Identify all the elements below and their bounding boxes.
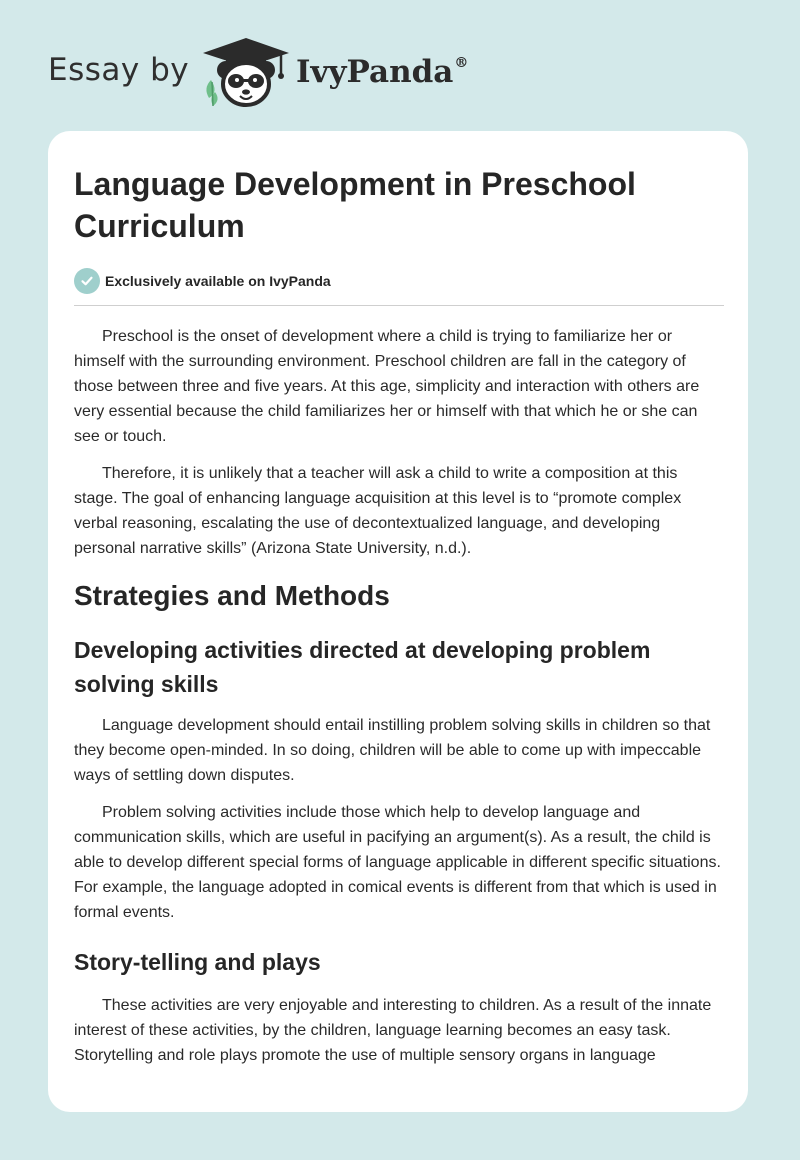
- exclusive-badge: [74, 267, 724, 295]
- panda-graduate-icon: [201, 36, 291, 108]
- exclusive-label: Exclusively available on IvyPanda: [105, 273, 331, 289]
- divider: [74, 305, 724, 306]
- subsection-heading-problem-solving: Developing activities directed at developing problem solving skills: [74, 637, 651, 697]
- intro-paragraph-2: Therefore, it is unlikely that a teacher will ask a child to write a composition at this stage. The goal of enhancing language acquisition at this level is to “promote complex verbal reasoning, escalating the use of decontextualized language, and developing personal narrative skills” (Arizona State University, n.d.).: [74, 465, 682, 557]
- essay-card: [48, 131, 748, 1112]
- site-header: [0, 0, 800, 130]
- intro-paragraph-1: Preschool is the onset of development where a child is trying to familiarize her or himself with the surrounding environment. Preschool children are fall in the category of those between three and five years. At this age, simplicity and interaction with others are very essential because the child familiarizes her or himself with that which he or she can see or touch.: [74, 328, 700, 445]
- essay-by-label: Essay by: [48, 52, 190, 88]
- brand-logo-text[interactable]: IvyPanda®: [296, 54, 469, 90]
- essay-content: [74, 163, 724, 1080]
- section-heading-strategies: Strategies and Methods: [74, 580, 390, 611]
- problem-solving-paragraph-1: Language development should entail instilling problem solving skills in children so that they become open-minded. In so doing, children will be able to come up with impeccable ways of settling down disputes.: [74, 717, 711, 784]
- essay-title: Language Development in Preschool Curriculum: [74, 166, 636, 244]
- problem-solving-paragraph-2: Problem solving activities include those which help to develop language and communication skills, which are useful in pacifying an argument(s). As a result, the child is able to develop different special forms of language applicable in different specific situations. For example, the language adopted in comical events is different from that which is used in formal events.: [74, 804, 721, 921]
- subsection-heading-story-telling: Story-telling and plays: [74, 949, 321, 975]
- story-telling-paragraph-1: These activities are very enjoyable and interesting to children. As a result of the innate interest of these activities, by the children, language learning becomes an easy task. Storytelling and role plays promote the use of multiple sensory organs in language: [74, 997, 712, 1064]
- check-icon: [74, 268, 100, 294]
